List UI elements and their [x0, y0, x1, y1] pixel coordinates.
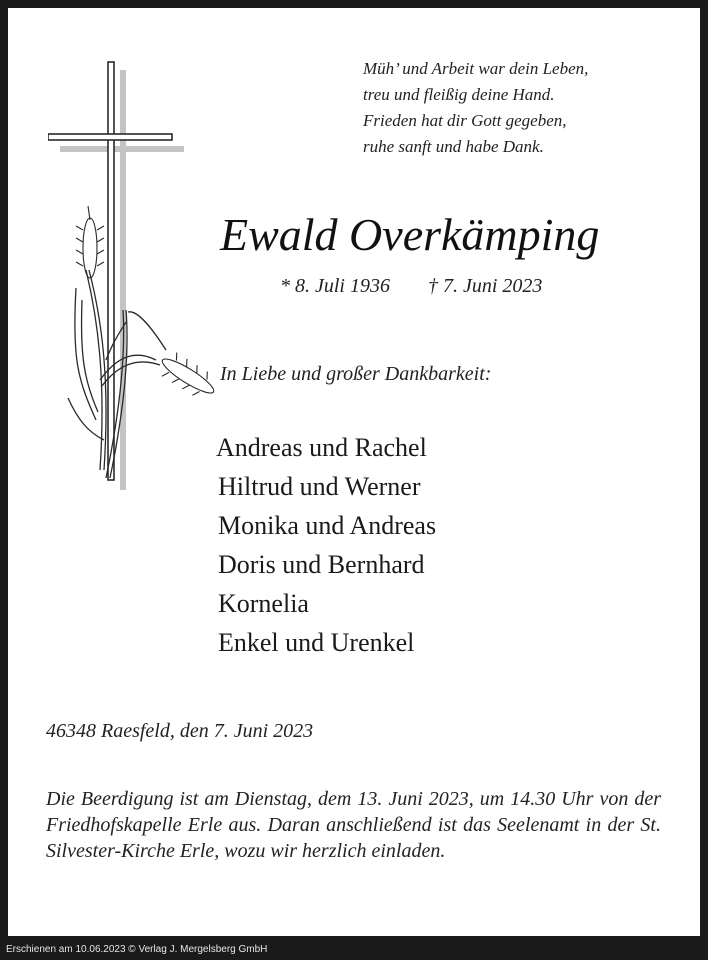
wheat-icon: [68, 206, 218, 478]
mourner-entry: Hiltrud und Werner: [218, 472, 421, 501]
birth-date: * 8. Juli 1936: [280, 275, 390, 297]
mourner-entry: Kornelia: [218, 589, 309, 618]
poem-line: treu und fleißig deine Hand.: [363, 85, 555, 104]
mourner-entry: Andreas und Rachel: [216, 433, 427, 462]
poem-line: Frieden hat dir Gott gegeben,: [363, 111, 567, 130]
poem: [363, 56, 693, 160]
poem-line: ruhe sanft und habe Dank.: [363, 137, 544, 156]
place-and-date: 46348 Raesfeld, den 7. Juni 2023: [46, 720, 314, 742]
life-dates: [280, 275, 542, 298]
dedication: In Liebe und großer Dankbarkeit:: [220, 363, 492, 385]
mourner-entry: Enkel und Urenkel: [218, 628, 415, 657]
mourner-entry: Monika und Andreas: [218, 511, 437, 540]
poem-line: Müh’ und Arbeit war dein Leben,: [363, 59, 589, 78]
mourners-list: [218, 428, 436, 662]
publication-footer: Erschienen am 10.06.2023 © Verlag J. Mergelsberg GmbH: [6, 944, 268, 955]
funeral-notice: Die Beerdigung ist am Dienstag, dem 13. Juni 2023, um 14.30 Uhr von der Friedhofskapelle Erle aus. Daran anschließend ist das Seelenamt in der St. Silvester-Kirche Erle, wozu wir herzlich einladen.: [46, 788, 661, 862]
obituary-notice: [8, 8, 700, 936]
mourner-entry: Doris und Bernhard: [218, 550, 425, 579]
death-date: † 7. Juni 2023: [428, 275, 543, 297]
cross-wheat-ornament: [48, 60, 218, 500]
deceased-name: Ewald Overkämping: [220, 209, 600, 260]
